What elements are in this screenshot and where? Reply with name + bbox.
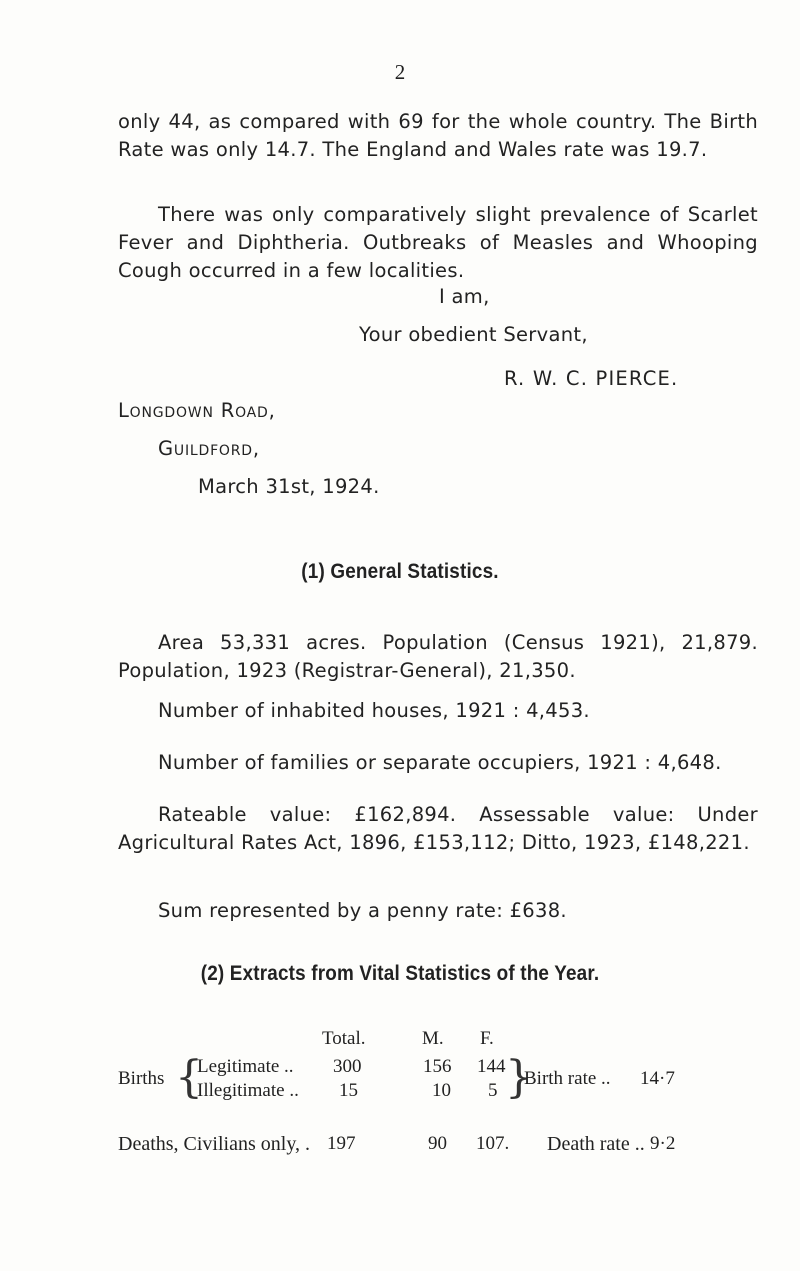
general-statistics-heading: (1) General Statistics.	[301, 560, 499, 583]
page-number: 2	[394, 60, 406, 84]
legitimate-label: Legitimate ..	[197, 1056, 294, 1077]
death-rate-label: Death rate ..	[547, 1133, 645, 1155]
deaths-male: 90	[428, 1133, 447, 1154]
letter-signature: R. W. C. PIERCE.	[504, 367, 679, 390]
deaths-label: Deaths, Civilians only, .	[118, 1133, 311, 1155]
header-total: Total.	[322, 1028, 366, 1049]
letter-closing-i-am: I am,	[439, 285, 490, 308]
illegitimate-female: 5	[488, 1080, 498, 1101]
legitimate-female: 144	[477, 1056, 506, 1077]
letter-address-town: Guildford,	[158, 437, 260, 460]
header-female: F.	[480, 1028, 494, 1049]
families-text: Number of families or separate occupiers, 1921 : 4,648.	[158, 751, 722, 774]
rateable-value-text: Rateable value: £162,894. Assessable value: Under Agricultural Rates Act, 1896, £153,112; Ditto, 1923, £148,221.	[118, 803, 758, 854]
births-label: Births	[118, 1068, 165, 1089]
letter-address-road: Longdown Road,	[118, 399, 276, 422]
inhabited-houses-text: Number of inhabited houses, 1921 : 4,453.	[158, 699, 590, 722]
penny-rate-text: Sum represented by a penny rate: £638.	[158, 899, 567, 922]
area-population-text: Area 53,331 acres. Population (Census 1921), 21,879. Population, 1923 (Registrar-General), 21,350.	[118, 631, 758, 682]
illegitimate-male: 10	[432, 1080, 451, 1101]
illegitimate-label: Illegitimate ..	[197, 1080, 299, 1101]
birth-rate-label: Birth rate ..	[524, 1068, 611, 1089]
right-brace-icon: }	[505, 1052, 533, 1103]
deaths-female: 107.	[476, 1133, 510, 1154]
letter-date: March 31st, 1924.	[198, 475, 380, 498]
header-male: M.	[422, 1028, 444, 1049]
legitimate-total: 300	[333, 1056, 362, 1077]
legitimate-male: 156	[423, 1056, 452, 1077]
left-brace-icon: {	[175, 1052, 203, 1103]
vital-statistics-heading: (2) Extracts from Vital Statistics of the Year.	[200, 962, 600, 985]
birth-rate-value: 14·7	[640, 1068, 675, 1089]
illegitimate-total: 15	[339, 1080, 358, 1101]
intro-paragraph-continued: only 44, as compared with 69 for the whole country. The Birth Rate was only 14.7. The England and Wales rate was 19.7.	[118, 110, 758, 161]
death-rate-value: 9·2	[650, 1133, 676, 1154]
deaths-total: 197	[327, 1133, 356, 1154]
letter-closing-servant: Your obedient Servant,	[359, 323, 588, 346]
intro-paragraph-diseases: There was only comparatively slight prevalence of Scarlet Fever and Diphtheria. Outbreaks of Measles and Whooping Cough occurred in a few localities.	[118, 203, 758, 282]
